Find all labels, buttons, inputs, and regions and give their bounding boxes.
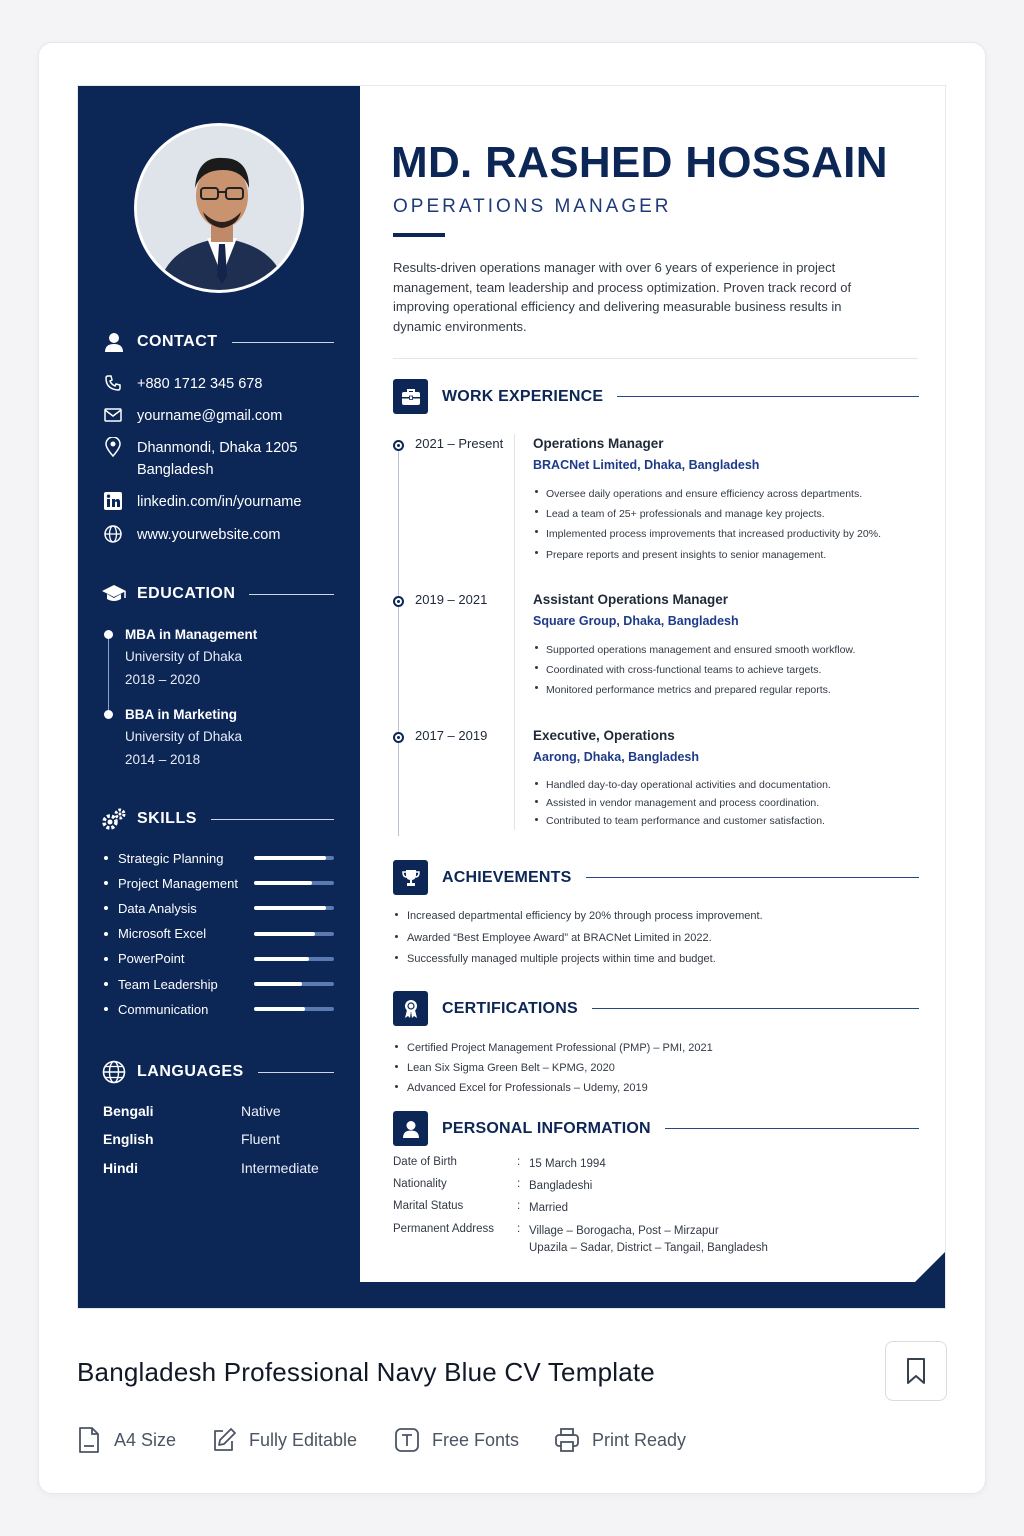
personal-info-row (393, 1178, 592, 1195)
resume-preview (77, 85, 946, 1309)
job-bullet: Coordinated with cross-functional teams to achieve targets. (533, 660, 933, 680)
award-ribbon-icon (393, 991, 428, 1026)
job-bullets (533, 484, 933, 565)
skill-row (104, 924, 334, 944)
achievement-item: Awarded “Best Employee Award” at BRACNet Limited in 2022. (393, 928, 913, 950)
document-icon (76, 1426, 102, 1454)
certifications-heading: CERTIFICATIONS (393, 991, 919, 1026)
timeline-divider (514, 434, 515, 830)
job-dates: 2021 – Present (415, 436, 504, 451)
skill-level-fill (254, 856, 326, 860)
printer-icon (554, 1426, 580, 1454)
user-badge-icon (393, 1111, 428, 1146)
footer-strip (78, 1282, 946, 1308)
skill-level-fill (254, 1007, 305, 1011)
colon: : (517, 1178, 521, 1190)
corner-accent (889, 1252, 945, 1308)
languages-heading: LANGUAGES (100, 1060, 334, 1084)
gears-icon (100, 807, 128, 831)
work-experience-heading: WORK EXPERIENCE (393, 379, 919, 414)
skill-row (104, 974, 334, 994)
personal-info-key: Permanent Address (393, 1223, 495, 1235)
job-bullets (533, 640, 933, 701)
job-title: Executive, Operations (533, 728, 675, 743)
summary-paragraph: Results-driven operations manager with over 6 years of experience in project management, team leadership and process optimization. Proven track record of improving operational efficiency and delivering measurable business results in dynamic environments. (393, 260, 852, 334)
personal-info-key: Marital Status (393, 1200, 464, 1212)
briefcase-icon (393, 379, 428, 414)
skill-name: Project Management (117, 875, 238, 891)
job-company: Square Group, Dhaka, Bangladesh (533, 614, 739, 628)
certification-item: Advanced Excel for Professionals – Udemy, 2019 (393, 1078, 913, 1098)
contact-heading: CONTACT (100, 330, 334, 354)
feature-print-ready: Print Ready (554, 1426, 686, 1454)
skill-row (104, 999, 334, 1019)
certification-item: Lean Six Sigma Green Belt – KPMG, 2020 (393, 1058, 913, 1078)
feature-free-fonts: Free Fonts (394, 1426, 519, 1454)
certification-item: Certified Project Management Professional (PMP) – PMI, 2021 (393, 1038, 913, 1058)
edit-icon (211, 1426, 237, 1454)
skill-row (104, 898, 334, 918)
job-title: Operations Manager (533, 436, 664, 451)
skill-name: Strategic Planning (117, 850, 224, 866)
skill-row (104, 848, 334, 868)
certifications-list (393, 1038, 913, 1098)
job-dates: 2017 – 2019 (415, 728, 488, 743)
divider (393, 358, 918, 359)
language-row: English Fluent (103, 1131, 280, 1147)
colon: : (517, 1156, 521, 1168)
skill-level-fill (254, 982, 302, 986)
skill-name: Microsoft Excel (117, 926, 207, 942)
language-row: Bengali Native (103, 1103, 281, 1119)
linkedin-icon (102, 491, 124, 511)
skill-level-fill (254, 932, 315, 936)
bullet (104, 881, 108, 885)
user-icon (100, 330, 128, 354)
skill-level-bar (254, 856, 334, 860)
globe-icon (102, 524, 124, 544)
achievement-item: Increased departmental efficiency by 20% through process improvement. (393, 906, 913, 928)
avatar (134, 123, 304, 293)
skill-level-fill (254, 906, 326, 910)
contact-linkedin[interactable]: linkedin.com/in/yourname (102, 491, 301, 513)
education-item: BBA in Marketing University of Dhaka 2014 – 2018 (104, 704, 324, 771)
skill-level-fill (254, 957, 308, 961)
skill-level-bar (254, 881, 334, 885)
skill-name: Data Analysis (117, 900, 197, 916)
feature-fully-editable: Fully Editable (211, 1426, 357, 1454)
colon: : (517, 1223, 521, 1235)
skill-level-bar (254, 1007, 334, 1011)
personal-info-value: Bangladeshi (529, 1180, 593, 1192)
personal-info-value: Village – Borogacha, Post – Mirzapur (529, 1225, 719, 1237)
timeline-dot (393, 732, 404, 743)
skill-name: Communication (117, 1001, 209, 1017)
achievements-heading: ACHIEVEMENTS (393, 860, 919, 895)
timeline-dot (393, 440, 404, 451)
text-font-icon (394, 1426, 420, 1454)
template-title: Bangladesh Professional Navy Blue CV Template (77, 1357, 655, 1387)
education-item: MBA in Management University of Dhaka 2018 – 2020 (104, 624, 324, 691)
skills-heading: SKILLS (100, 807, 334, 831)
bullet (104, 932, 108, 936)
job-bullets (533, 776, 933, 830)
job-bullet: Oversee daily operations and ensure efficiency across departments. (533, 484, 933, 504)
job-title: Assistant Operations Manager (533, 592, 729, 607)
skill-name: PowerPoint (117, 951, 185, 967)
job-bullet: Prepare reports and present insights to senior management. (533, 545, 933, 565)
bullet (104, 1007, 108, 1011)
personal-info-row (393, 1200, 568, 1217)
contact-website[interactable]: www.yourwebsite.com (102, 524, 280, 546)
bullet (104, 856, 108, 860)
job-dates: 2019 – 2021 (415, 592, 488, 607)
contact-address: Dhanmondi, Dhaka 1205 Bangladesh (102, 437, 297, 481)
bookmark-icon (905, 1357, 927, 1385)
bullet (104, 957, 108, 961)
job-bullet: Assisted in vendor management and process coordination. (533, 794, 933, 812)
location-pin-icon (102, 437, 124, 457)
resume-name: MD. RASHED HOSSAIN (391, 138, 888, 187)
personal-info-row (393, 1223, 768, 1257)
skill-row (104, 949, 334, 969)
colon: : (517, 1200, 521, 1212)
job-company: BRACNet Limited, Dhaka, Bangladesh (533, 458, 760, 472)
personal-info-row (393, 1156, 606, 1173)
personal-info-key: Nationality (393, 1178, 447, 1190)
bookmark-button[interactable] (885, 1341, 947, 1401)
skill-level-bar (254, 932, 334, 936)
skill-row (104, 873, 334, 893)
skill-level-bar (254, 957, 334, 961)
timeline-dot (393, 596, 404, 607)
contact-email[interactable]: yourname@gmail.com (102, 405, 282, 427)
resume-role: OPERATIONS MANAGER (393, 196, 672, 217)
trophy-icon (393, 860, 428, 895)
achievements-list (393, 906, 913, 971)
personal-info-key: Date of Birth (393, 1156, 457, 1168)
skill-level-fill (254, 881, 311, 885)
job-company: Aarong, Dhaka, Bangladesh (533, 750, 700, 764)
education-heading: EDUCATION (100, 582, 334, 606)
bullet (104, 906, 108, 910)
timeline-line (398, 446, 399, 836)
title-underline (393, 233, 445, 237)
personal-info-value: Upazila – Sadar, District – Tangail, Bangladesh (529, 1242, 768, 1254)
job-bullet: Supported operations management and ensured smooth workflow. (533, 640, 933, 660)
globe-icon (100, 1060, 128, 1084)
personal-information-heading: PERSONAL INFORMATION (393, 1111, 919, 1146)
graduation-cap-icon (100, 582, 128, 606)
resume-sidebar (78, 86, 360, 1309)
job-bullet: Handled day-to-day operational activities and documentation. (533, 776, 933, 794)
phone-icon (102, 373, 124, 393)
language-row: Hindi Intermediate (103, 1160, 319, 1176)
skill-name: Team Leadership (117, 976, 218, 992)
job-bullet: Implemented process improvements that increased productivity by 20%. (533, 524, 933, 544)
bullet (104, 982, 108, 986)
feature-a4-size: A4 Size (76, 1426, 176, 1454)
achievement-item: Successfully managed multiple projects within time and budget. (393, 949, 913, 971)
person-photo-icon (137, 126, 304, 293)
contact-phone[interactable]: +880 1712 345 678 (102, 373, 262, 395)
job-bullet: Lead a team of 25+ professionals and manage key projects. (533, 504, 933, 524)
skill-level-bar (254, 906, 334, 910)
skill-level-bar (254, 982, 334, 986)
personal-info-value: 15 March 1994 (529, 1158, 606, 1170)
job-bullet: Monitored performance metrics and prepared regular reports. (533, 680, 933, 700)
mail-icon (102, 405, 124, 425)
personal-info-value: Married (529, 1202, 568, 1214)
job-bullet: Contributed to team performance and customer satisfaction. (533, 812, 933, 830)
